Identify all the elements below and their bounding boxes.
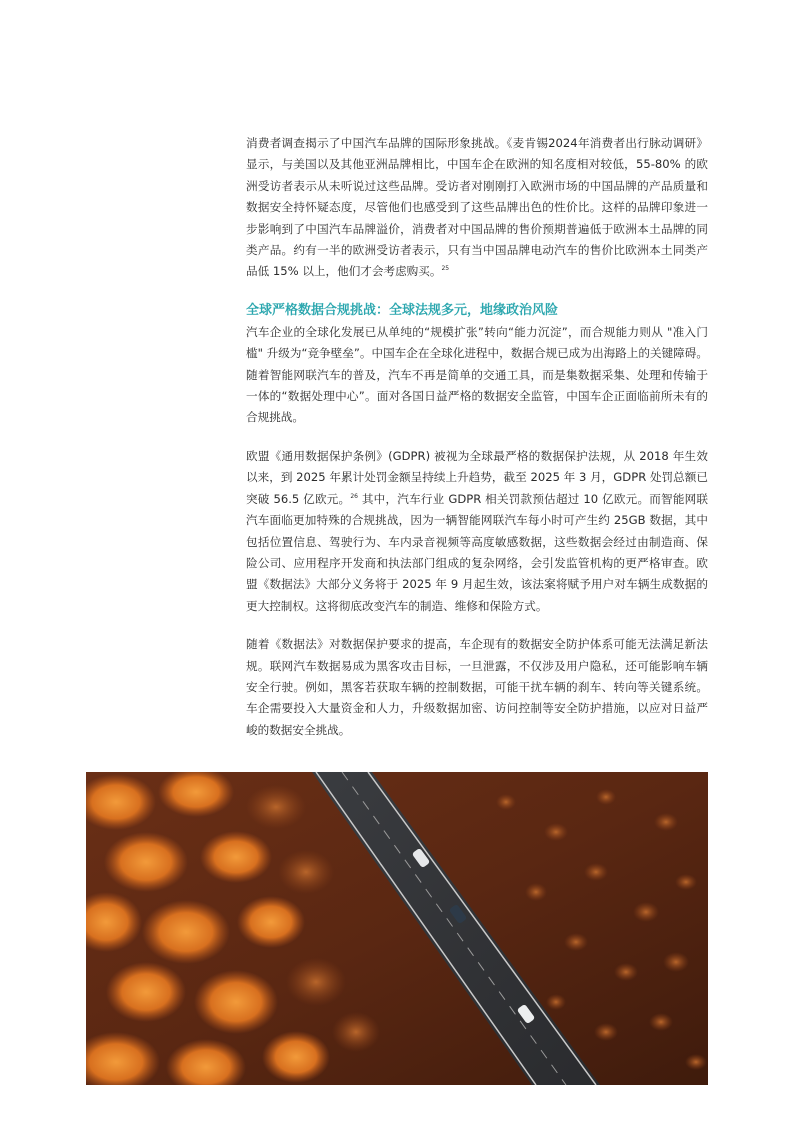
paragraph-gdpr [246, 446, 708, 617]
paragraph-consumer-survey [246, 133, 708, 283]
footnote-26[interactable]: 26 [350, 492, 358, 500]
article-body [246, 133, 708, 758]
aerial-road-forest-image [86, 772, 708, 1085]
paragraph-compliance: 汽车企业的全球化发展已从单纯的“规模扩张”转向“能力沉淀”，而合规能力则从 "准入门槛" 升级为“竞争壁垒”。中国车企在全球化进程中，数据合规已成为出海路上的关键障碍。随着智能网联汽车的普及，汽车不再是简单的交通工具，而是集数据采集、处理和传输于一体的“数据处理中心”。面对各国日益严格的数据安全监管，中国车企正面临前所未有的合规挑战。 [246, 324, 708, 425]
paragraph-3-text-before: 欧盟《通用数据保护条例》(GDPR) 被视为全球最严格的数据保护法规，从 2018 年生效以来，到 2025 年累计处罚金额呈持续上升趋势，截至 2025 年 3 月，GDPR 处罚总额已突破 56.5 亿欧元。 [246, 448, 708, 506]
paragraph-3-text-after: 其中，汽车行业 GDPR 相关罚款预估超过 10 亿欧元。而智能网联汽车面临更加特殊的合规挑战，因为一辆智能网联汽车每小时可产生约 25GB 数据，其中包括位置信息、驾驶行为、车内录音视频等高度敏感数据，这些数据会经过由制造商、保险公司、应用程序开发商和执法部门组成的复杂网络，会引发监管机构的更严格审查。欧盟《数据法》大部分义务将于 2025 年 9 月起生效，该法案将赋予用户对车辆生成数据的更大控制权。这将彻底改变汽车的制造、维修和保险方式。 [246, 491, 709, 613]
paragraph-1-text: 消费者调查揭示了中国汽车品牌的国际形象挑战。《麦肯锡2024年消费者出行脉动调研》显示，与美国以及其他亚洲品牌相比，中国车企在欧洲的知名度相对较低，55-80% 的欧洲受访者表示从未听说过这些品牌。受访者对刚刚打入欧洲市场的中国品牌的产品质量和数据安全持怀疑态度，尽管他们也感受到了这些品牌出色的性价比。这样的品牌印象进一步影响到了中国汽车品牌溢价，消费者对中国品牌的售价预期普遍低于欧洲本土品牌的同类产品。约有一半的欧洲受访者表示，只有当中国品牌电动汽车的售价比欧洲本土同类产品低 15% 以上，他们才会考虑购买。 [246, 136, 708, 279]
aerial-road-photo [86, 772, 708, 1085]
section-heading: 全球严格数据合规挑战：全球法规多元，地缘政治风险 [246, 302, 559, 318]
footnote-25[interactable]: 25 [441, 265, 450, 273]
paragraph-data-act: 随着《数据法》对数据保护要求的提高，车企现有的数据安全防护体系可能无法满足新法规。联网汽车数据易成为黑客攻击目标，一旦泄露，不仅涉及用户隐私，还可能影响车辆安全行驶。例如，黑客若获取车辆的控制数据，可能干扰车辆的刹车、转向等关键系统。车企需要投入大量资金和人力，升级数据加密、访问控制等安全防护措施，以应对日益严峻的数据安全挑战。 [246, 637, 708, 737]
